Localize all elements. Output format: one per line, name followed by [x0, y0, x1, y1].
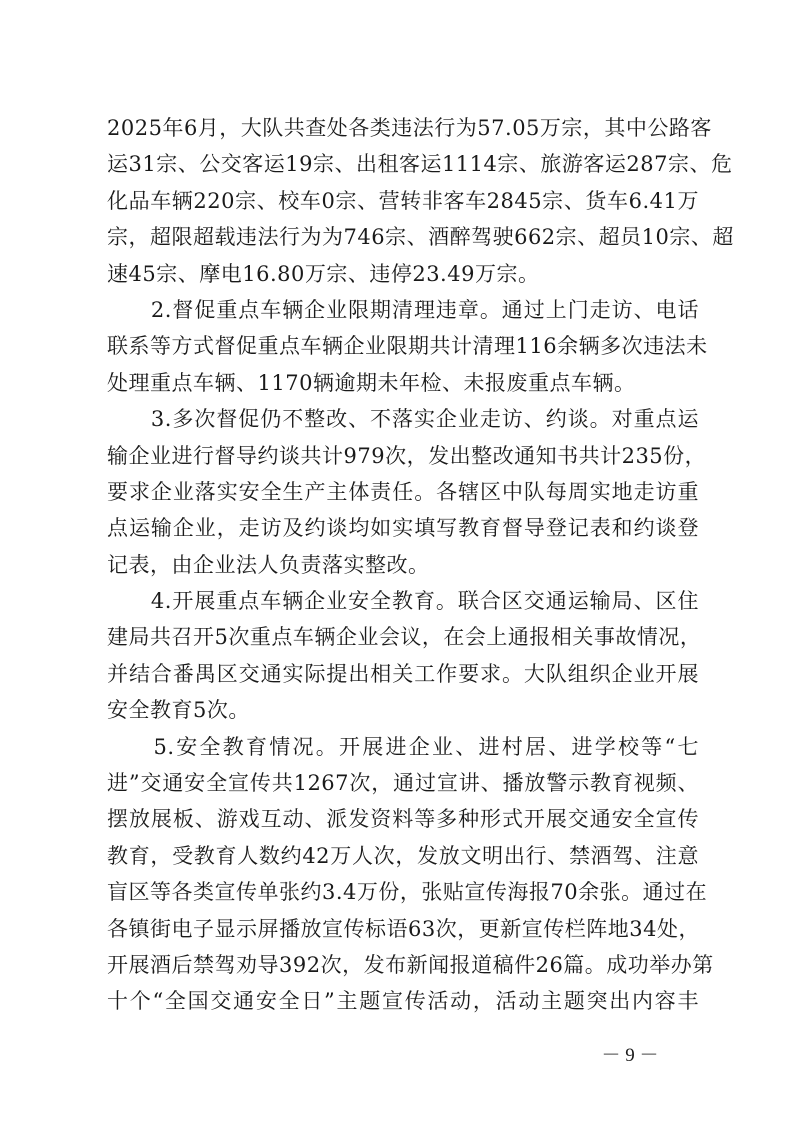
- text-line: 运31宗、公交客运19宗、出租客运1114宗、旅游客运287宗、危: [107, 152, 733, 177]
- text-line: 教育，受教育人数约42万人次，发放文明出行、禁酒驾、注意: [107, 843, 699, 868]
- text-line: 2.督促重点车辆企业限期清理违章。通过上门走访、电话: [107, 297, 699, 322]
- text-line: 进”交通安全宣传共1267次，通过宣讲、播放警示教育视频、: [107, 771, 699, 796]
- text-line: 摆放展板、游戏互动、派发资料等多种形式开展交通安全宣传: [107, 807, 699, 832]
- text-line: 2025年6月，大队共查处各类违法行为57.05万宗，其中公路客: [107, 116, 712, 140]
- text-line: 点运输企业，走访及约谈均如实填写教育督导登记表和约谈登: [107, 516, 699, 541]
- text-line: 各镇街电子显示屏播放宣传标语63次，更新宣传栏阵地34处，: [107, 916, 700, 941]
- text-line: 化品车辆220宗、校车0宗、营转非客车2845宗、货车6.41万: [107, 188, 699, 213]
- text-line: 联系等方式督促重点车辆企业限期共计清理116余辆多次违法未: [107, 334, 708, 359]
- text-line: 处理重点车辆、1170辆逾期未年检、未报废重点车辆。: [107, 370, 636, 395]
- text-line: 要求企业落实安全生产主体责任。各辖区中队每周实地走访重: [107, 479, 699, 504]
- text-line: 建局共召开5次重点车辆企业会议，在会上通报相关事故情况，: [107, 625, 702, 650]
- text-line: 十个“全国交通安全日”主题宣传活动，活动主题突出内容丰: [107, 989, 699, 1014]
- text-line: 3.多次督促仍不整改、不落实企业走访、约谈。对重点运: [107, 407, 699, 432]
- text-line: 4.开展重点车辆企业安全教育。联合区交通运输局、区住: [107, 589, 699, 614]
- text-line: 开展酒后禁驾劝导392次，发布新闻报道稿件26篇。成功举办第: [107, 952, 714, 977]
- text-line: 输企业进行督导约谈共计979次，发出整改通知书共计235份，: [107, 443, 707, 468]
- text-line: 宗，超限超载违法行为为746宗、酒醉驾驶662宗、超员10宗、超: [107, 225, 734, 250]
- text-line: 安全教育5次。: [107, 698, 250, 723]
- text-line: 速45宗、摩电16.80万宗、违停23.49万宗。: [107, 261, 540, 286]
- page-number: － 9 －: [601, 1045, 659, 1066]
- document-body: [107, 110, 734, 1020]
- text-line: 5.安全教育情况。开展进企业、进村居、进学校等“七: [107, 734, 699, 759]
- text-line: 盲区等各类宣传单张约3.4万份，张贴宣传海报70余张。通过在: [107, 880, 708, 905]
- text-line: 记表，由企业法人负责落实整改。: [107, 552, 430, 577]
- text-line: 并结合番禺区交通实际提出相关工作要求。大队组织企业开展: [107, 661, 699, 686]
